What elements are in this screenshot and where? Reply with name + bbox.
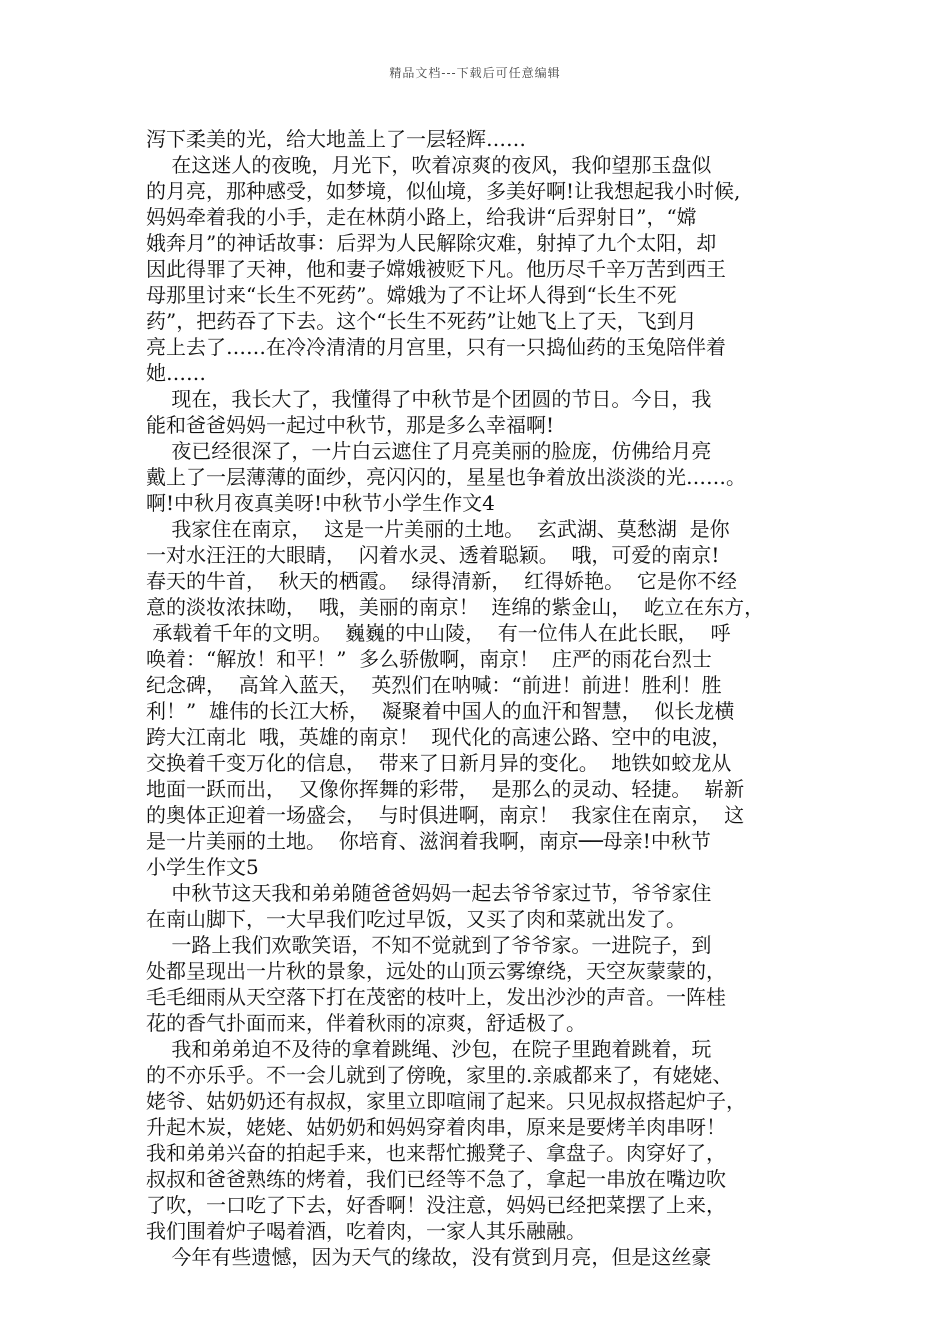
text-line: 药”，把药吞了下去。这个“长生不死药”让她飞上了天，飞到月 — [146, 309, 697, 333]
text-line: 意的淡妆浓抹呦， 哦，美丽的南京！ 连绵的紫金山， 屹立在东方， — [146, 595, 765, 619]
text-line: 承载着千年的文明。 巍巍的中山陵， 有一位伟人在此长眠， 呼 — [146, 621, 731, 645]
text-line: 泻下柔美的光，给大地盖上了一层轻辉…… — [146, 127, 526, 151]
text-line: 妈妈牵着我的小手，走在林荫小路上，给我讲“后羿射日”，“嫦 — [146, 205, 697, 229]
text-line: 的奥体正迎着一场盛会， 与时俱进啊，南京！ 我家住在南京， 这 — [146, 803, 745, 827]
text-line: 处都呈现出一片秋的景象，远处的山顶云雾缭绕，天空灰蒙蒙的， — [146, 959, 726, 983]
text-line: 母那里讨来“长生不死药”。嫦娥为了不让坏人得到“长生不死 — [146, 283, 677, 307]
text-line: 的月亮，那种感受，如梦境，似仙境，多美好啊!让我想起我小时候, — [146, 179, 741, 203]
text-line: 夜已经很深了，一片白云遮住了月亮美丽的脸庞，仿佛给月亮 — [146, 439, 712, 463]
text-line: 我和弟弟迫不及待的拿着跳绳、沙包，在院子里跑着跳着，玩 — [146, 1037, 712, 1061]
document-body — [146, 126, 814, 1270]
text-line: 利！” 雄伟的长江大桥， 凝聚着中国人的血汗和智慧， 似长龙横 — [146, 699, 735, 723]
text-line: 中秋节这天我和弟弟随爸爸妈妈一起去爷爷家过节，爷爷家住 — [146, 881, 712, 905]
text-line: 娥奔月”的神话故事：后羿为人民解除灾难，射掉了九个太阳，却 — [146, 231, 717, 255]
text-line: 我家住在南京， 这是一片美丽的土地。 玄武湖、莫愁湖 是你 — [146, 517, 730, 541]
text-line: 戴上了一层薄薄的面纱，亮闪闪的，星星也争着放出淡淡的光……。 — [146, 465, 746, 489]
text-line: 了吹，一口吃了下去，好香啊！没注意，妈妈已经把菜摆了上来， — [146, 1193, 726, 1217]
text-line: 一路上我们欢歌笑语，不知不觉就到了爷爷家。一进院子，到 — [146, 933, 712, 957]
text-line: 跨大江南北 哦，英雄的南京！ 现代化的高速公路、空中的电波， — [146, 725, 732, 749]
text-line: 交换着千变万化的信息， 带来了日新月异的变化。 地铁如蛟龙从 — [146, 751, 732, 775]
text-line: 能和爸爸妈妈一起过中秋节，那是多么幸福啊! — [146, 413, 555, 437]
text-line: 是一片美丽的土地。 你培育、滋润着我啊，南京──母亲!中秋节 — [146, 829, 711, 853]
text-line: 因此得罪了天神，他和妻子嫦娥被贬下凡。他历尽千辛万苦到西王 — [146, 257, 726, 281]
text-line: 的不亦乐乎。不一会儿就到了傍晚，家里的.亲戚都来了，有姥姥、 — [146, 1063, 733, 1087]
text-line: 亮上去了……在冷冷清清的月宫里，只有一只捣仙药的玉兔陪伴着 — [146, 335, 726, 359]
text-line: 今年有些遗憾，因为天气的缘故，没有赏到月亮，但是这丝豪 — [146, 1245, 712, 1269]
text-line: 花的香气扑面而来，伴着秋雨的凉爽，舒适极了。 — [146, 1011, 586, 1035]
text-line: 姥爷、姑奶奶还有叔叔，家里立即喧闹了起来。只见叔叔搭起炉子， — [146, 1089, 746, 1113]
text-line: 在南山脚下，一大早我们吃过早饭，又买了肉和菜就出发了。 — [146, 907, 686, 931]
text-line: 我们围着炉子喝着酒，吃着肉，一家人其乐融融。 — [146, 1219, 586, 1243]
text-line: 啊!中秋月夜真美呀!中秋节小学生作文4 — [146, 491, 495, 515]
text-line: 现在，我长大了，我懂得了中秋节是个团圆的节日。今日，我 — [146, 387, 712, 411]
text-line: 一对水汪汪的大眼睛， 闪着水灵、透着聪颖。 哦，可爱的南京! — [146, 543, 720, 567]
text-line: 地面一跃而出， 又像你挥舞的彩带， 是那么的灵动、轻捷。 崭新 — [146, 777, 745, 801]
text-line: 在这迷人的夜晚，月光下，吹着凉爽的夜风，我仰望那玉盘似 — [146, 153, 712, 177]
text-line: 叔叔和爸爸熟练的烤着，我们已经等不急了，拿起一串放在嘴边吹 — [146, 1167, 726, 1191]
text-line: 她…… — [146, 361, 206, 385]
text-line: 纪念碑， 高耸入蓝天， 英烈们在呐喊：“前进！前进！胜利！胜 — [146, 673, 722, 697]
text-line: 小学生作文5 — [146, 855, 259, 879]
text-line: 我和弟弟兴奋的拍起手来，也来帮忙搬凳子、拿盘子。肉穿好了， — [146, 1141, 726, 1165]
text-line: 唤着：“解放！和平！” 多么骄傲啊，南京！ 庄严的雨花台烈士 — [146, 647, 712, 671]
text-line: 毛毛细雨从天空落下打在茂密的枝叶上，发出沙沙的声音。一阵桂 — [146, 985, 726, 1009]
text-line: 升起木炭，姥姥、姑奶奶和妈妈穿着肉串，原来是要烤羊肉串呀！ — [146, 1115, 726, 1139]
page-header: 精品文档---下载后可任意编辑 — [389, 66, 561, 80]
text-line: 春天的牛首， 秋天的栖霞。 绿得清新， 红得娇艳。 它是你不经 — [146, 569, 737, 593]
